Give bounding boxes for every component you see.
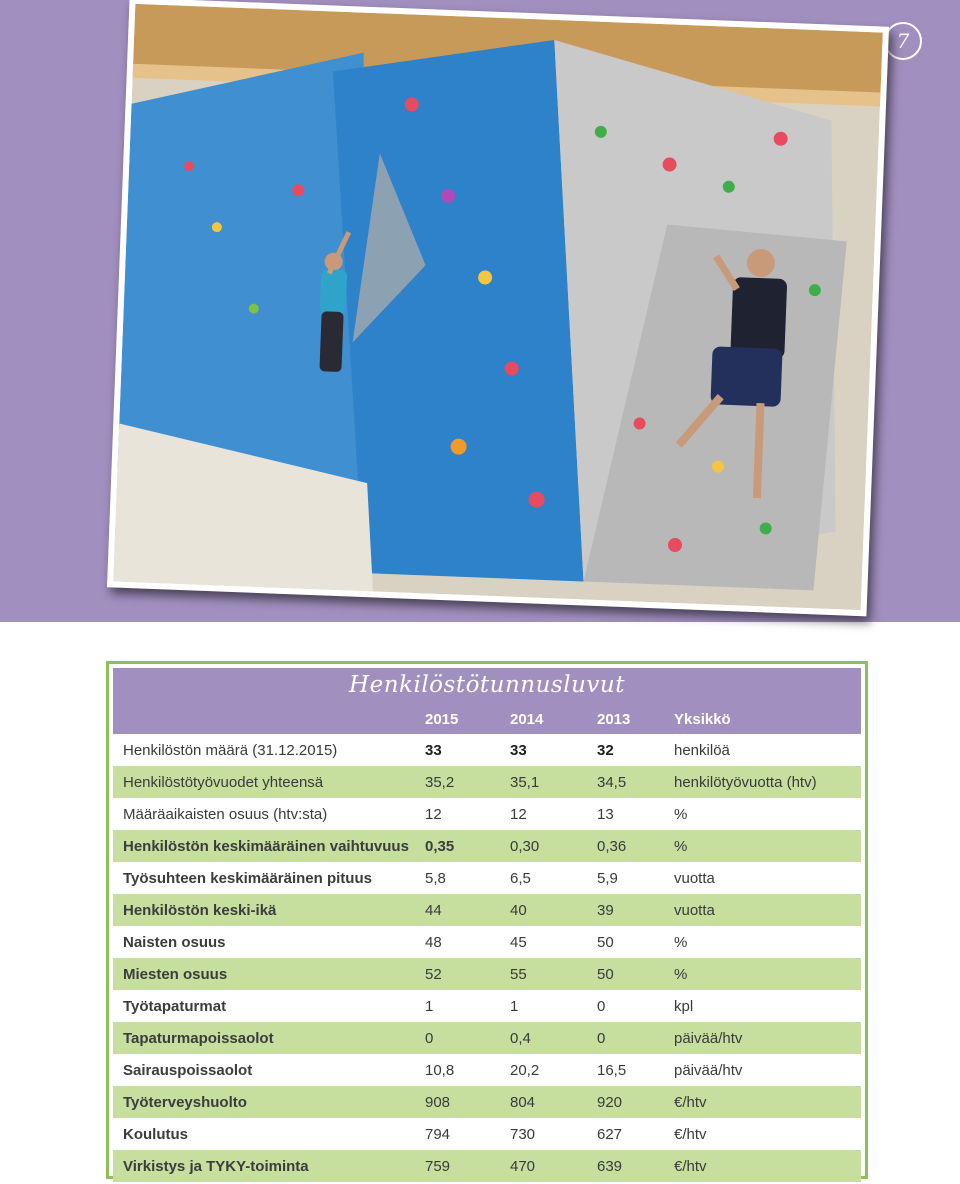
table-row: [113, 830, 861, 862]
value-2015: 48: [425, 933, 442, 951]
row-label: Tapaturmapoissaolot: [123, 1029, 274, 1047]
value-2014: 1: [510, 997, 519, 1015]
unit: %: [674, 965, 688, 983]
value-2015: 35,2: [425, 773, 455, 791]
value-2014: 6,5: [510, 869, 531, 887]
table-row: [113, 894, 861, 926]
page-number-badge: [884, 22, 922, 60]
value-2014: 55: [510, 965, 527, 983]
unit: päivää/htv: [674, 1061, 743, 1079]
value-2013: 0,36: [597, 837, 627, 855]
value-2015: 52: [425, 965, 442, 983]
unit: henkilöä: [674, 741, 730, 759]
value-2015: 10,8: [425, 1061, 455, 1079]
value-2015: 0,35: [425, 837, 455, 855]
row-label: Sairauspoissaolot: [123, 1061, 253, 1079]
header-unit: Yksikkö: [674, 710, 731, 728]
table-row: [113, 798, 861, 830]
table-caption: Henkilöstötunnusluvut: [349, 672, 625, 698]
row-label: Henkilöstötyövuodet yhteensä: [123, 773, 324, 791]
value-2014: 12: [510, 805, 527, 823]
value-2014: 0,4: [510, 1029, 531, 1047]
row-label: Henkilöstön keskimääräinen vaihtuvuus: [123, 837, 409, 855]
unit: henkilötyövuotta (htv): [674, 773, 817, 791]
unit: %: [674, 933, 688, 951]
table-row: [113, 734, 861, 766]
value-2013: 5,9: [597, 869, 618, 887]
value-2013: 16,5: [597, 1061, 627, 1079]
value-2014: 33: [510, 741, 527, 759]
value-2015: 33: [425, 741, 442, 759]
row-label: Miesten osuus: [123, 965, 228, 983]
row-label: Määräaikaisten osuus (htv:sta): [123, 805, 328, 823]
table-row: [113, 958, 861, 990]
header-2013: 2013: [597, 710, 631, 728]
header-2015: 2015: [425, 710, 459, 728]
row-label: Työtapaturmat: [123, 997, 227, 1015]
unit: €/htv: [674, 1157, 707, 1175]
value-2015: 794: [425, 1125, 451, 1143]
value-2013: 627: [597, 1125, 623, 1143]
unit: €/htv: [674, 1093, 707, 1111]
table-row: [113, 862, 861, 894]
value-2013: 50: [597, 965, 614, 983]
unit: %: [674, 805, 688, 823]
row-label: Henkilöstön määrä (31.12.2015): [123, 741, 338, 759]
header-2014: 2014: [510, 710, 544, 728]
table-row: [113, 1054, 861, 1086]
unit: €/htv: [674, 1125, 707, 1143]
value-2015: 1: [425, 997, 434, 1015]
unit: kpl: [674, 997, 694, 1015]
value-2014: 0,30: [510, 837, 540, 855]
value-2013: 34,5: [597, 773, 627, 791]
table-row: [113, 1022, 861, 1054]
table-row: [113, 990, 861, 1022]
value-2015: 5,8: [425, 869, 446, 887]
value-2014: 45: [510, 933, 527, 951]
unit: vuotta: [674, 869, 715, 887]
value-2013: 639: [597, 1157, 623, 1175]
value-2014: 470: [510, 1157, 536, 1175]
value-2015: 759: [425, 1157, 451, 1175]
value-2014: 35,1: [510, 773, 540, 791]
table-row: [113, 1150, 861, 1182]
page-number: 7: [896, 29, 910, 53]
value-2015: 44: [425, 901, 442, 919]
column-header-row: [113, 704, 861, 734]
value-2014: 730: [510, 1125, 536, 1143]
table-header: [113, 668, 861, 734]
unit: %: [674, 837, 688, 855]
unit: päivää/htv: [674, 1029, 743, 1047]
value-2014: 20,2: [510, 1061, 540, 1079]
value-2013: 13: [597, 805, 614, 823]
unit: vuotta: [674, 901, 715, 919]
row-label: Virkistys ja TYKY-toiminta: [123, 1157, 309, 1175]
value-2013: 50: [597, 933, 614, 951]
value-2013: 0: [597, 1029, 606, 1047]
value-2015: 12: [425, 805, 442, 823]
climbing-wall-photo-icon: [113, 4, 883, 610]
table-row: [113, 926, 861, 958]
row-label: Koulutus: [123, 1125, 188, 1143]
climbing-wall-photo: [107, 0, 889, 616]
row-label: Työterveyshuolto: [123, 1093, 247, 1111]
value-2013: 32: [597, 741, 614, 759]
row-label: Naisten osuus: [123, 933, 226, 951]
value-2013: 39: [597, 901, 614, 919]
table-row: [113, 1086, 861, 1118]
value-2015: 908: [425, 1093, 451, 1111]
value-2014: 804: [510, 1093, 536, 1111]
value-2014: 40: [510, 901, 527, 919]
value-2013: 920: [597, 1093, 623, 1111]
table-row: [113, 766, 861, 798]
value-2015: 0: [425, 1029, 434, 1047]
row-label: Henkilöstön keski-ikä: [123, 901, 277, 919]
value-2013: 0: [597, 997, 606, 1015]
table-row: [113, 1118, 861, 1150]
row-label: Työsuhteen keskimääräinen pituus: [123, 869, 372, 887]
personnel-kpi-table: [106, 661, 868, 1179]
